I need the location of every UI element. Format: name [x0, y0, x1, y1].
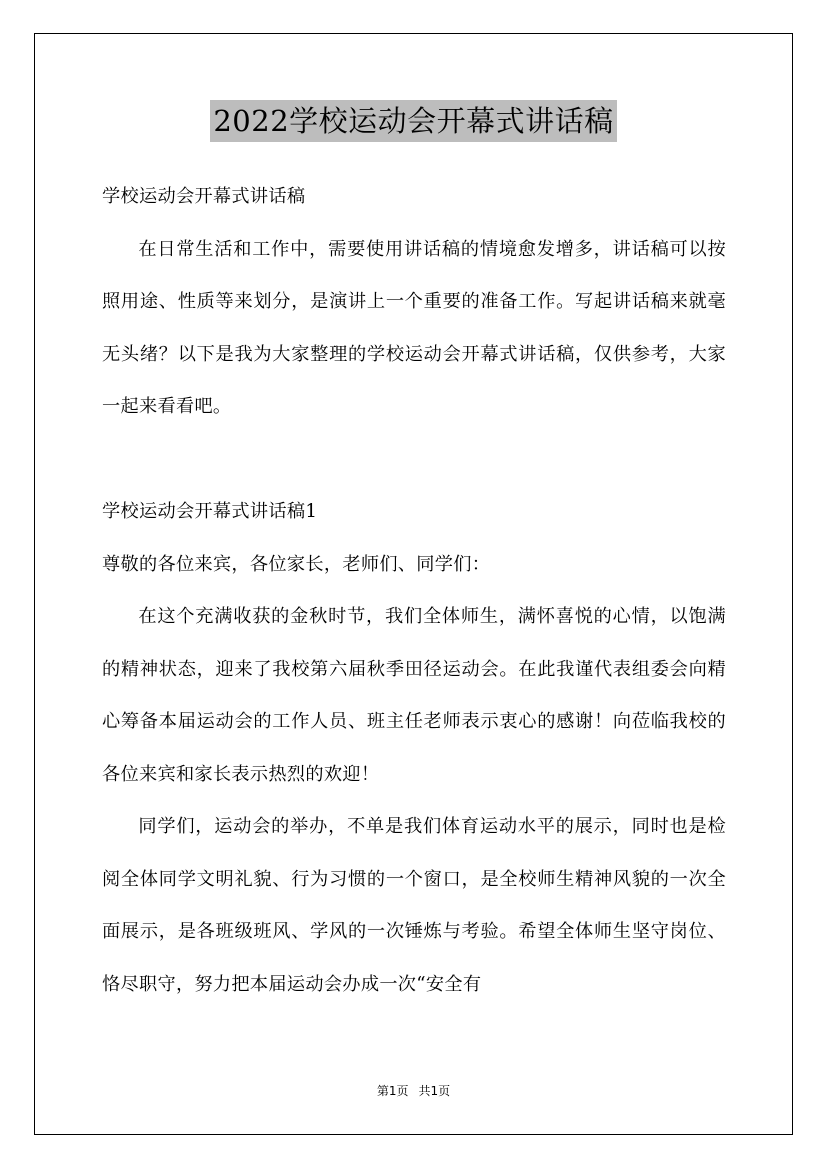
- document-body: [102, 171, 726, 1011]
- document-title-text: 2022学校运动会开幕式讲话稿: [210, 100, 616, 142]
- subtitle-paragraph: 学校运动会开幕式讲话稿: [102, 186, 306, 207]
- page-number: 第1页: [376, 1084, 409, 1098]
- paragraph-spacer: [102, 434, 726, 487]
- page-footer: [0, 1083, 827, 1099]
- document-title: [0, 100, 827, 142]
- salutation-paragraph: 尊敬的各位来宾，各位家长，老师们、同学们：: [102, 553, 491, 575]
- intro-paragraph: 在日常生活和工作中，需要使用讲话稿的情境愈发增多，讲话稿可以按照用途、性质等来划分，是演讲上一个重要的准备工作。写起讲话稿来就毫无头绪？以下是我为大家整理的学校运动会开幕式讲话稿，仅供参考，大家一起来看看吧。: [102, 238, 726, 417]
- section-heading: 学校运动会开幕式讲话稿1: [102, 501, 318, 522]
- body-paragraph: 在这个充满收获的金秋时节，我们全体师生，满怀喜悦的心情，以饱满的精神状态，迎来了我校第六届秋季田径运动会。在此我谨代表组委会向精心筹备本届运动会的工作人员、班主任老师表示衷心的感谢！向莅临我校的各位来宾和家长表示热烈的欢迎！: [102, 606, 726, 785]
- page-total: 共1页: [418, 1084, 451, 1098]
- body-paragraph: 同学们，运动会的举办，不单是我们体育运动水平的展示，同时也是检阅全体同学文明礼貌、行为习惯的一个窗口，是全校师生精神风貌的一次全面展示，是各班级班风、学风的一次锤炼与考验。希望全体师生坚守岗位、恪尽职守，努力把本届运动会办成一次“安全有: [102, 816, 726, 995]
